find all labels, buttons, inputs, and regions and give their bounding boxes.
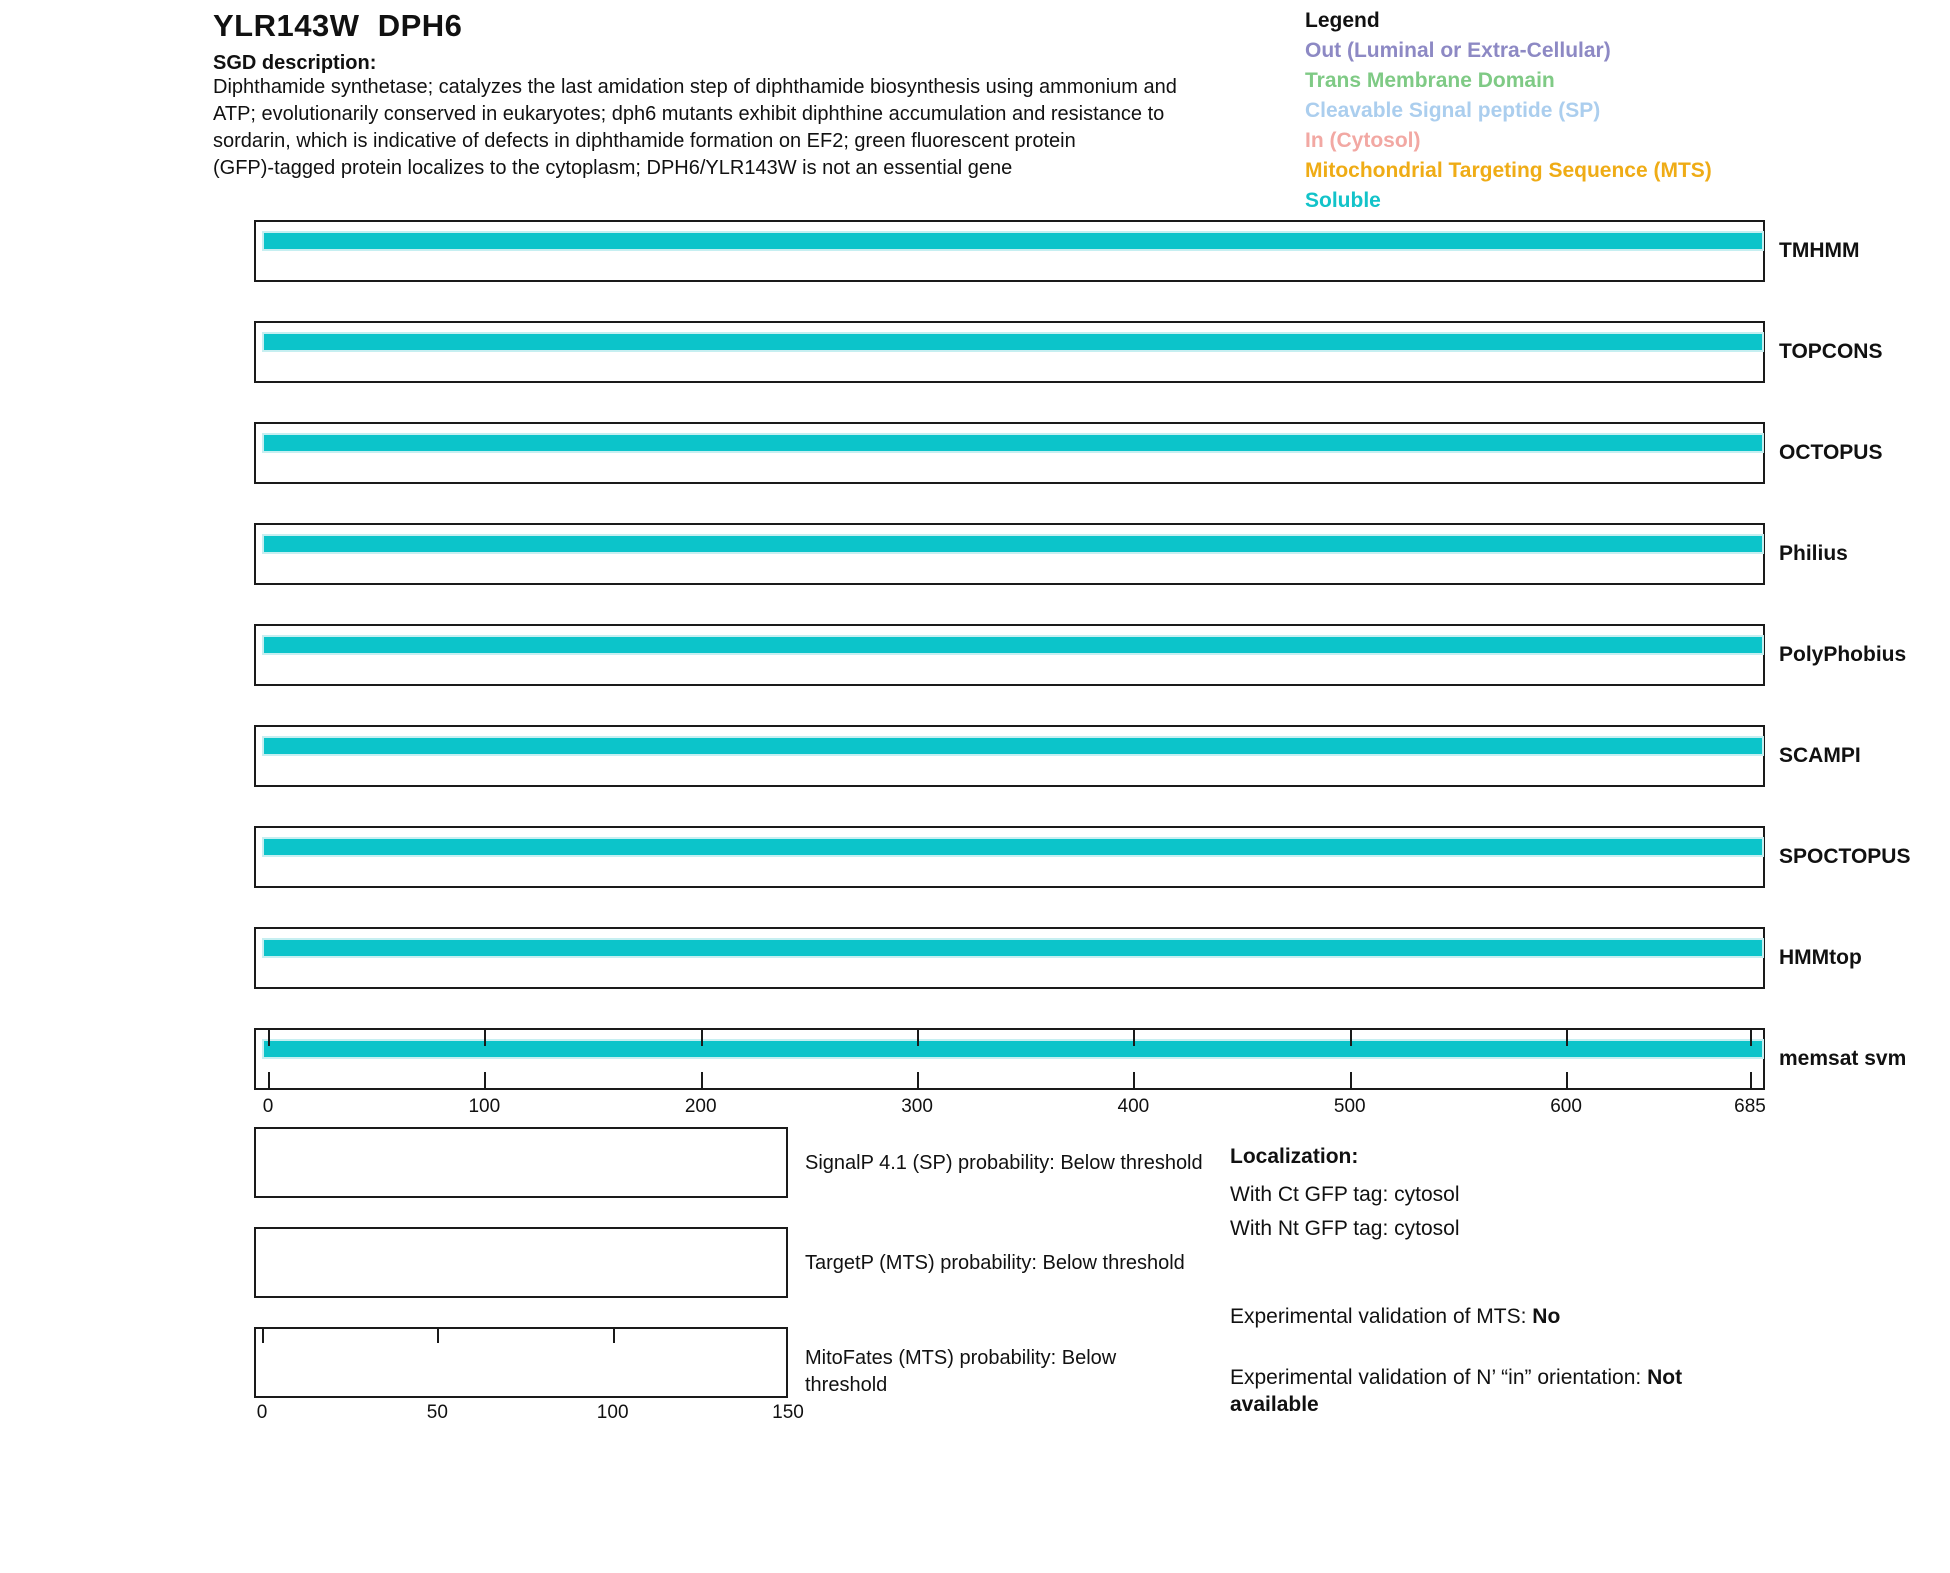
- sequence-axis-tick: [484, 1030, 486, 1046]
- track-bar-region: [262, 938, 1760, 958]
- soluble-span-bar: [262, 332, 1764, 352]
- axis-tick-label: 100: [468, 1096, 501, 1117]
- soluble-span-bar: [262, 938, 1764, 958]
- description-line: (GFP)-tagged protein localizes to the cytoplasm; DPH6/YLR143W is not an essential gene: [213, 157, 1013, 179]
- track-row-scampi: [0, 725, 1950, 787]
- mitofates-plot-box: [254, 1327, 788, 1398]
- track-label-tmhmm: TMHMM: [1779, 239, 1860, 262]
- track-bar-region: [262, 534, 1760, 554]
- track-label-octopus: OCTOPUS: [1779, 441, 1883, 464]
- sequence-axis-tick: [1133, 1030, 1135, 1046]
- track-plot-box: [254, 826, 1765, 888]
- orientation-validation-value: Not: [1647, 1366, 1683, 1389]
- targetp-probability-label: TargetP (MTS) probability: Below threshold: [805, 1252, 1185, 1274]
- track-plot-box: [254, 321, 1765, 383]
- sequence-axis-tick: [1350, 1030, 1352, 1046]
- track-plot-box: [254, 725, 1765, 787]
- track-row-philius: [0, 523, 1950, 585]
- soluble-span-bar: [262, 1039, 1764, 1059]
- mitofates-axis-tick-label: 100: [596, 1402, 629, 1423]
- soluble-span-bar: [262, 231, 1764, 251]
- legend-item-in-cytosol: In (Cytosol): [1305, 129, 1421, 152]
- soluble-span-bar: [262, 736, 1764, 756]
- mts-validation-value: No: [1532, 1305, 1561, 1328]
- description-line: ATP; evolutionarily conserved in eukaryotes; dph6 mutants exhibit diphthine accumulation and resistance to: [213, 103, 1165, 125]
- mitofates-axis-tick: [613, 1329, 615, 1343]
- track-label-topcons: TOPCONS: [1779, 340, 1883, 363]
- page-title: YLR143W DPH6: [213, 8, 463, 43]
- track-bar-region: [262, 231, 1760, 251]
- signalp-plot-box: [254, 1127, 788, 1198]
- signalp-probability-label: SignalP 4.1 (SP) probability: Below threshold: [805, 1152, 1203, 1174]
- sequence-axis-tick: [1350, 1072, 1352, 1088]
- mitofates-axis-tick-label: 0: [256, 1402, 268, 1423]
- track-label-polyphobius: PolyPhobius: [1779, 643, 1907, 666]
- localization-heading: Localization:: [1230, 1145, 1359, 1168]
- mitofates-axis-labels: [0, 1402, 900, 1426]
- sequence-axis-tick: [1133, 1072, 1135, 1088]
- legend: [1305, 6, 1712, 216]
- track-row-memsat-svm: [0, 1028, 1950, 1090]
- mitofates-axis-tick-label: 50: [426, 1402, 448, 1423]
- sequence-axis-tick: [701, 1072, 703, 1088]
- track-bar-region: [262, 635, 1760, 655]
- soluble-span-bar: [262, 837, 1764, 857]
- track-label-philius: Philius: [1779, 542, 1848, 565]
- track-plot-box: [254, 927, 1765, 989]
- description-line: Diphthamide synthetase; catalyzes the last amidation step of diphthamide biosynthesis using ammonium and: [213, 76, 1177, 98]
- sgd-description-label: SGD description:: [213, 52, 377, 74]
- legend-item-soluble: Soluble: [1305, 189, 1381, 212]
- legend-item-transmembrane: Trans Membrane Domain: [1305, 69, 1555, 92]
- sequence-axis-tick: [917, 1030, 919, 1046]
- track-row-spoctopus: [0, 826, 1950, 888]
- track-row-octopus: [0, 422, 1950, 484]
- track-bar-region: [262, 1039, 1760, 1059]
- track-plot-box: [254, 523, 1765, 585]
- mitofates-probability-label-line1: MitoFates (MTS) probability: Below: [805, 1347, 1117, 1369]
- mts-validation-line: [1230, 1303, 1560, 1330]
- axis-tick-label: 500: [1333, 1096, 1366, 1117]
- sequence-axis-tick: [1750, 1072, 1752, 1088]
- mitofates-axis-tick: [262, 1329, 264, 1343]
- axis-tick-label: 685: [1734, 1096, 1766, 1117]
- soluble-span-bar: [262, 635, 1764, 655]
- track-bar-region: [262, 837, 1760, 857]
- mitofates-axis-tick: [437, 1329, 439, 1343]
- targetp-plot-box: [254, 1227, 788, 1298]
- track-row-topcons: [0, 321, 1950, 383]
- orientation-validation-line: [1230, 1364, 1682, 1418]
- sequence-axis-labels: [0, 1096, 1950, 1120]
- sequence-axis-tick: [701, 1030, 703, 1046]
- sequence-axis-tick: [268, 1072, 270, 1088]
- sequence-axis-tick: [1566, 1072, 1568, 1088]
- mitofates-probability-label: [805, 1345, 1116, 1399]
- memsat-plot-box: [254, 1028, 1765, 1090]
- track-plot-box: [254, 422, 1765, 484]
- localization-nt-gfp: With Nt GFP tag: cytosol: [1230, 1217, 1460, 1240]
- axis-tick-label: 0: [262, 1096, 274, 1117]
- sequence-axis-tick: [268, 1030, 270, 1046]
- sgd-description-text: [213, 74, 1177, 182]
- localization-ct-gfp: With Ct GFP tag: cytosol: [1230, 1183, 1460, 1206]
- sequence-axis-tick: [484, 1072, 486, 1088]
- mitofates-axis-tick-label: 150: [772, 1402, 804, 1423]
- track-row-tmhmm: [0, 220, 1950, 282]
- soluble-span-bar: [262, 534, 1764, 554]
- sequence-axis-tick: [1566, 1030, 1568, 1046]
- track-label-hmmtop: HMMtop: [1779, 946, 1862, 969]
- track-bar-region: [262, 736, 1760, 756]
- soluble-span-bar: [262, 433, 1764, 453]
- track-bar-region: [262, 332, 1760, 352]
- track-label-spoctopus: SPOCTOPUS: [1779, 845, 1911, 868]
- orientation-validation-value-2: available: [1230, 1393, 1319, 1416]
- track-plot-box: [254, 624, 1765, 686]
- mitofates-probability-label-line2: threshold: [805, 1374, 888, 1396]
- sequence-axis-tick: [1750, 1030, 1752, 1046]
- orientation-validation-prefix: Experimental validation of N’ “in” orientation:: [1230, 1366, 1648, 1389]
- track-label-memsat-svm: memsat svm: [1779, 1047, 1907, 1070]
- description-line: sordarin, which is indicative of defects in diphthamide formation on EF2; green fluorescent protein: [213, 130, 1076, 152]
- track-plot-box: [254, 220, 1765, 282]
- track-bar-region: [262, 433, 1760, 453]
- axis-tick-label: 200: [684, 1096, 717, 1117]
- axis-tick-label: 300: [901, 1096, 933, 1117]
- axis-tick-label: 400: [1117, 1096, 1150, 1117]
- legend-item-signal-peptide: Cleavable Signal peptide (SP): [1305, 99, 1601, 122]
- track-label-scampi: SCAMPI: [1779, 744, 1861, 767]
- mts-validation-prefix: Experimental validation of MTS:: [1230, 1305, 1533, 1328]
- track-row-hmmtop: [0, 927, 1950, 989]
- sequence-axis-tick: [917, 1072, 919, 1088]
- track-row-polyphobius: [0, 624, 1950, 686]
- axis-tick-label: 600: [1550, 1096, 1582, 1117]
- legend-item-mts: Mitochondrial Targeting Sequence (MTS): [1305, 159, 1712, 182]
- legend-item-out: Out (Luminal or Extra-Cellular): [1305, 39, 1611, 62]
- legend-title: Legend: [1305, 9, 1380, 32]
